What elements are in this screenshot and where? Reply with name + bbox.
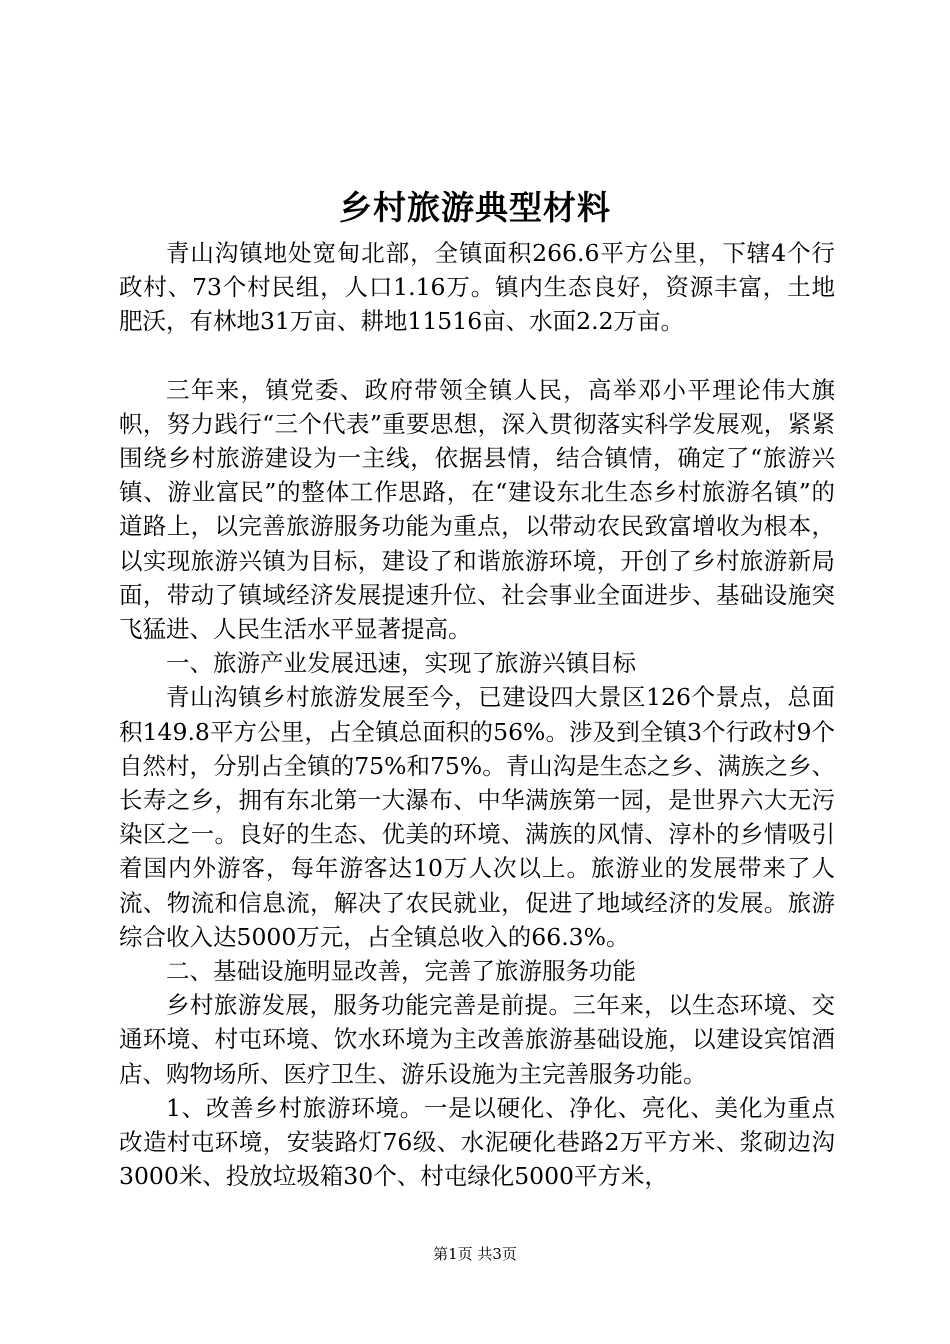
paragraph-environment: 1、改善乡村旅游环境。一是以硬化、净化、亮化、美化为重点改造村屯环境，安装路灯76级、水泥硬化巷路2万平方米、浆砌边沟3000米、投放垃圾箱30个、村屯绿化5000平方米， bbox=[119, 1093, 835, 1191]
paragraph-intro: 青山沟镇地处宽甸北部，全镇面积266.6平方公里，下辖4个行政村、73个村民组，人口1.16万。镇内生态良好，资源丰富，土地肥沃，有林地31万亩、耕地11516亩、水面2.2万亩。 bbox=[119, 239, 835, 336]
paragraph-overview: 三年来，镇党委、政府带领全镇人民，高举邓小平理论伟大旗帜，努力践行“三个代表”重要思想，深入贯彻落实科学发展观，紧紧围绕乡村旅游建设为一主线，依据县情，结合镇情，确定了“旅游兴镇、游业富民”的整体工作思路，在“建设东北生态乡村旅游名镇”的道路上，以完善旅游服务功能为重点，以带动农民致富增收为根本，以实现旅游兴镇为目标，建设了和谐旅游环境，开创了乡村旅游新局面，带动了镇域经济发展提速升位、社会事业全面进步、基础设施突飞猛进、人民生活水平显著提高。 bbox=[119, 375, 835, 644]
section-heading-1: 一、旅游产业发展迅速，实现了旅游兴镇目标 bbox=[166, 649, 636, 678]
document-body bbox=[119, 236, 835, 1193]
paragraph-tourism-development: 青山沟镇乡村旅游发展至今，已建设四大景区126个景点，总面积149.8平方公里，占全镇总面积的56%。涉及到全镇3个行政村9个自然村，分别占全镇的75%和75%。青山沟是生态之乡、满族之乡、长寿之乡，拥有东北第一大瀑布、中华满族第一园，是世界六大无污染区之一。良好的生态、优美的环境、满族的风情、淳朴的乡情吸引着国内外游客，每年游客达10万人次以上。旅游业的发展带来了人流、物流和信息流，解决了农民就业，促进了地域经济的发展。旅游综合收入达5000万元，占全镇总收入的66.3%。 bbox=[119, 683, 835, 951]
section-heading-2: 二、基础设施明显改善，完善了旅游服务功能 bbox=[166, 957, 636, 986]
paragraph-infrastructure: 乡村旅游发展，服务功能完善是前提。三年来，以生态环境、交通环境、村屯环境、饮水环境为主改善旅游基础设施，以建设宾馆酒店、购物场所、医疗卫生、游乐设施为主完善服务功能。 bbox=[119, 991, 835, 1088]
document-title: 乡村旅游典型材料 bbox=[339, 188, 611, 227]
page-footer: 第1页 共3页 bbox=[433, 1245, 517, 1263]
